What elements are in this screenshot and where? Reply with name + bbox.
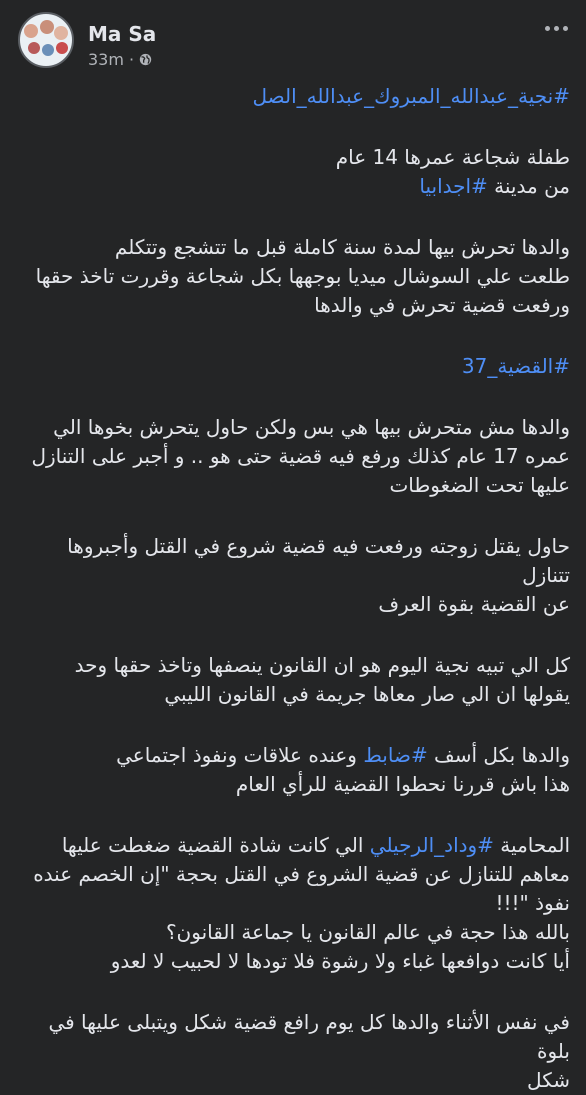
hashtag-link[interactable]: #اجدابيا bbox=[419, 174, 488, 198]
hashtag-link[interactable]: #ضابط bbox=[363, 743, 428, 767]
post-text: كل الي تبيه نجية اليوم هو ان القانون ينصفها وتاخذ حقها وحد bbox=[74, 653, 570, 677]
post-text: والدها تحرش بيها لمدة سنة كاملة قبل ما تتشجع وتتكلم bbox=[114, 235, 570, 259]
post-time[interactable]: 33m bbox=[88, 50, 124, 69]
post-text: عمره 17 عام كذلك ورفع فيه قضية حتى هو .. و أجبر على التنازل bbox=[31, 444, 570, 468]
post-text-line: من مدينة #اجدابيا bbox=[419, 174, 570, 198]
more-options-icon[interactable] bbox=[545, 26, 568, 31]
post-header bbox=[0, 0, 586, 80]
author-name[interactable]: Ma Sa bbox=[88, 22, 157, 46]
post-text: شكل bbox=[527, 1068, 570, 1092]
post-meta: 33m · bbox=[88, 50, 152, 69]
post-text-line: والدها بكل أسف #ضابط وعنده علاقات ونفوذ اجتماعي bbox=[116, 743, 570, 767]
post-text: نفوذ "!!! bbox=[495, 891, 570, 915]
hashtag-link[interactable]: #وداد_الرجيلي bbox=[369, 833, 494, 857]
post-text: عليها تحت الضغوطات bbox=[389, 473, 570, 497]
post-text-line: المحامية #وداد_الرجيلي الي كانت شادة القضية ضغطت عليها bbox=[61, 833, 570, 857]
globe-icon bbox=[139, 53, 152, 66]
post-text: حاول يقتل زوجته ورفعت فيه قضية شروع في القتل وأجبروها تتنازل bbox=[67, 534, 570, 587]
post-text: طلعت علي السوشال ميديا بوجهها بكل شجاعة وقررت تاخذ حقها bbox=[35, 264, 570, 288]
post-text: عن القضية بقوة العرف bbox=[378, 592, 570, 616]
post-text: بالله هذا حجة في عالم القانون يا جماعة القانون؟ bbox=[165, 920, 570, 944]
avatar[interactable] bbox=[18, 12, 74, 68]
post-text: في نفس الأثناء والدها كل يوم رافع قضية شكل ويتبلى عليها في بلوة bbox=[48, 1010, 570, 1063]
post-text: يقولها ان الي صار معاها جريمة في القانون الليبي bbox=[164, 682, 570, 706]
post-text: والدها مش متحرش بيها هي بس ولكن حاول يتحرش بخوها الي bbox=[53, 415, 570, 439]
post-body bbox=[0, 82, 586, 1095]
post-text: أيا كانت دوافعها غباء ولا رشوة فلا تودها لا لحبيب لا لعدو bbox=[110, 949, 570, 973]
hashtag-link[interactable]: #القضية_37 bbox=[461, 354, 570, 378]
hashtag-link[interactable]: #نجية_عبدالله_المبروك_عبدالله_الصل bbox=[252, 84, 570, 108]
post-text: هذا باش قررنا نحطوا القضية للرأي العام bbox=[235, 772, 570, 796]
post-text: معاهم للتنازل عن قضية الشروع في القتل بحجة "إن الخصم عنده bbox=[33, 862, 570, 886]
post-text: ورفعت قضية تحرش في والدها bbox=[314, 293, 570, 317]
post-text: طفلة شجاعة عمرها 14 عام bbox=[335, 145, 570, 169]
